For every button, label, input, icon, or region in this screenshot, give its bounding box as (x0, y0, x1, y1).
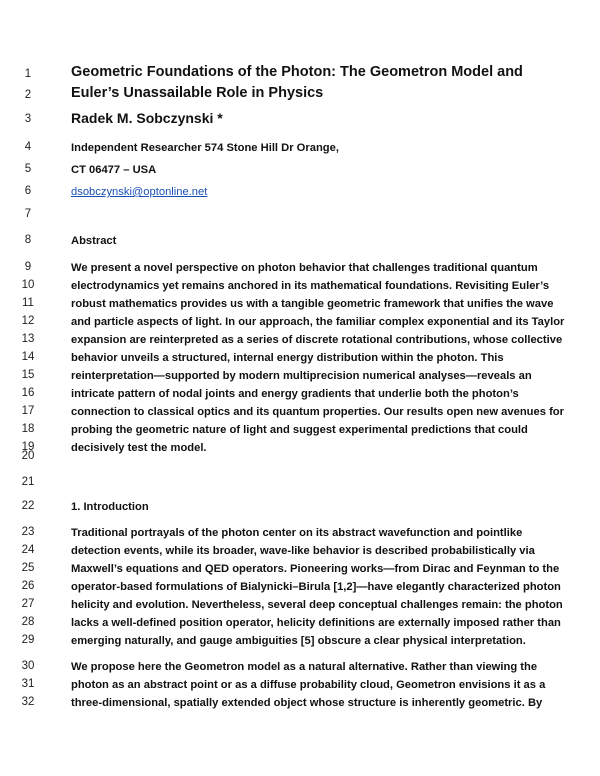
text-line: photon as an abstract point or as a diffuse probability cloud, Geometron envisions it as a (71, 679, 546, 691)
line-number: 30 (21, 660, 35, 672)
line-number: 31 (21, 678, 35, 690)
paper-title-line: Geometric Foundations of the Photon: The Geometron Model and (71, 64, 523, 80)
line-number: 21 (21, 476, 35, 488)
line-number: 12 (21, 315, 35, 327)
text-line: robust mathematics provides us with a tangible geometric framework that unifies the wave (71, 298, 554, 310)
text-line: intricate pattern of nodal joints and energy gradients that underlie both the photon’s (71, 388, 519, 400)
text-line: and particle aspects of light. In our approach, the familiar complex exponential and its Taylor (71, 316, 565, 328)
text-line: electrodynamics yet remains anchored in its mathematical foundations. Revisiting Euler’s (71, 280, 550, 292)
line-number: 10 (21, 279, 35, 291)
line-number: 11 (22, 297, 34, 309)
text-line: Abstract (71, 235, 117, 247)
line-number: 3 (24, 113, 32, 125)
line-number: 22 (21, 500, 35, 512)
text-line: We present a novel perspective on photon behavior that challenges traditional quantum (71, 262, 538, 274)
line-number: 23 (21, 526, 35, 538)
text-line: Maxwell’s equations and QED operators. Pioneering works—from Dirac and Feynman to the (71, 563, 560, 575)
text-line: decisively test the model. (71, 442, 207, 454)
text-line: Radek M. Sobczynski * (71, 110, 223, 126)
line-number: 27 (21, 598, 35, 610)
line-number: 29 (21, 634, 35, 646)
line-number: 19 (21, 441, 35, 453)
text-line: probing the geometric nature of light and suggest experimental predictions that could (71, 424, 528, 436)
text-line: operator-based formulations of Bialynicki–Birula [1,2]—have elegantly characterized photon (71, 581, 561, 593)
line-number: 24 (21, 544, 35, 556)
text-line: We propose here the Geometron model as a natural alternative. Rather than viewing the (71, 661, 538, 673)
line-number: 18 (21, 423, 35, 435)
line-number: 6 (24, 185, 32, 197)
text-line: expansion are reinterpreted as a series of discrete rotational contributions, whose collective (71, 334, 563, 346)
line-number: 2 (24, 89, 32, 101)
email-link[interactable]: dsobczynski@optonline.net (71, 186, 208, 198)
line-number: 20 (21, 450, 35, 462)
line-number: 5 (24, 163, 32, 175)
line-number: 16 (21, 387, 35, 399)
line-number: 15 (21, 369, 35, 381)
text-line: three-dimensional, spatially extended object whose structure is inherently geometric. By (71, 697, 543, 709)
line-number: 1 (24, 68, 32, 80)
line-number: 7 (24, 208, 32, 220)
line-number: 26 (21, 580, 35, 592)
text-line: 1. Introduction (71, 501, 149, 513)
line-number: 14 (21, 351, 35, 363)
paper-title-line: Euler’s Unassailable Role in Physics (71, 85, 324, 101)
text-line: lacks a well-defined position operator, helicity definitions are externally imposed rather than (71, 617, 561, 629)
line-number: 4 (24, 141, 32, 153)
line-number: 13 (21, 333, 35, 345)
line-number: 8 (24, 234, 32, 246)
text-line: Independent Researcher 574 Stone Hill Dr Orange, (71, 142, 339, 154)
text-line: reinterpretation—supported by modern multiprecision numerical analyses—reveals an (71, 370, 532, 382)
line-number: 32 (21, 696, 35, 708)
text-line: connection to classical optics and its quantum properties. Our results open new avenues for (71, 406, 564, 418)
text-line: CT 06477 – USA (71, 164, 157, 176)
line-number: 25 (21, 562, 35, 574)
text-line: behavior unveils a structured, internal energy distribution within the photon. This (71, 352, 504, 364)
line-number: 17 (21, 405, 35, 417)
text-line: emerging naturally, and gauge ambiguities [5] obscure a clear physical interpretation. (71, 635, 526, 647)
text-line: Traditional portrayals of the photon center on its abstract wavefunction and pointlike (71, 527, 523, 539)
line-number: 28 (21, 616, 35, 628)
line-number: 9 (24, 261, 32, 273)
text-line: helicity and evolution. Nevertheless, several deep conceptual challenges remain: the photon (71, 599, 563, 611)
text-line: detection events, while its broader, wave-like behavior is described probabilistically via (71, 545, 535, 557)
